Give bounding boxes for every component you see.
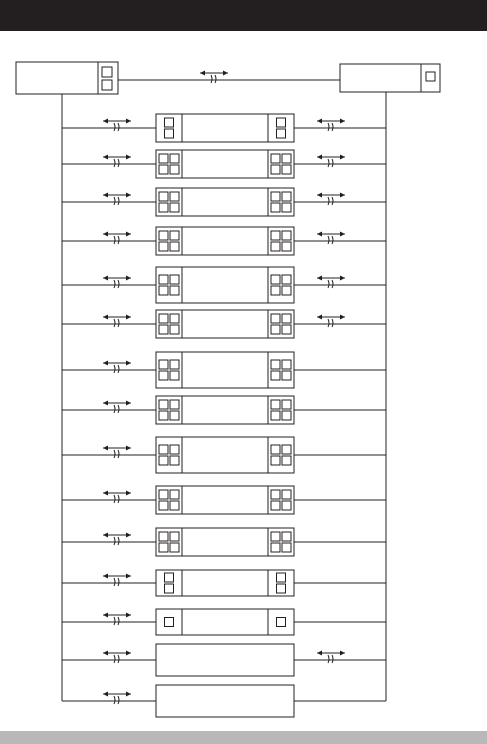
break-marker-icon [215, 75, 216, 83]
arrowhead-left-icon [317, 193, 322, 198]
left-link-symbol [103, 276, 131, 289]
port-icon [165, 584, 174, 593]
arrowhead-right-icon [126, 276, 131, 281]
break-marker-icon [114, 159, 115, 167]
port-icon [282, 203, 291, 212]
port-icon [282, 154, 291, 163]
device-row [62, 570, 386, 596]
right-link-symbol [317, 651, 345, 664]
port-icon [159, 314, 168, 323]
left-link-symbol [103, 232, 131, 245]
arrowhead-right-icon [340, 651, 345, 656]
arrowhead-right-icon [340, 193, 345, 198]
port-icon [159, 154, 168, 163]
footer-bar [0, 731, 487, 744]
port-icon [165, 118, 174, 127]
port-icon [165, 573, 174, 582]
port-icon [271, 165, 280, 174]
arrowhead-left-icon [103, 446, 108, 451]
port-icon [170, 400, 179, 409]
right-port-panel [268, 609, 294, 635]
port-icon [271, 543, 280, 552]
break-marker-icon [118, 537, 119, 545]
port-icon [170, 242, 179, 251]
port-icon [271, 532, 280, 541]
break-marker-icon [332, 159, 333, 167]
right-link-symbol [317, 193, 345, 206]
port-icon [159, 231, 168, 240]
break-marker-icon [118, 405, 119, 413]
port-icon [271, 360, 280, 369]
arrowhead-right-icon [223, 71, 228, 76]
arrowhead-left-icon [317, 276, 322, 281]
left-link-symbol [103, 193, 131, 206]
break-marker-icon [118, 578, 119, 586]
port-icon [282, 501, 291, 510]
left-link-symbol [103, 574, 131, 587]
port-icon [170, 286, 179, 295]
break-marker-icon [328, 236, 329, 244]
right-link-symbol [317, 232, 345, 245]
device-row [62, 486, 386, 514]
port-icon [271, 501, 280, 510]
right-link-symbol [317, 276, 345, 289]
port-icon [170, 203, 179, 212]
port-icon [170, 231, 179, 240]
left-port-panel [156, 114, 182, 142]
arrowhead-left-icon [103, 232, 108, 237]
arrowhead-right-icon [340, 119, 345, 124]
right-link-symbol [317, 155, 345, 168]
port-icon [277, 129, 286, 138]
port-icon [271, 275, 280, 284]
left-port-panel [156, 570, 182, 596]
arrowhead-right-icon [340, 232, 345, 237]
main-unit-right [340, 64, 440, 92]
device-box [156, 644, 294, 676]
arrowhead-left-icon [317, 155, 322, 160]
arrowhead-right-icon [126, 193, 131, 198]
arrowhead-right-icon [126, 232, 131, 237]
port-icon [159, 490, 168, 499]
arrowhead-right-icon [126, 491, 131, 496]
arrowhead-left-icon [103, 491, 108, 496]
arrowhead-right-icon [126, 446, 131, 451]
port-icon [426, 72, 435, 81]
port-icon [102, 67, 112, 77]
break-marker-icon [328, 319, 329, 327]
port-icon [271, 242, 280, 251]
port-icon [159, 501, 168, 510]
right-port-panel [268, 267, 294, 303]
break-marker-icon [118, 280, 119, 288]
left-link-symbol [103, 119, 131, 132]
port-icon [170, 275, 179, 284]
left-link-symbol [103, 155, 131, 168]
port-icon [159, 203, 168, 212]
arrowhead-left-icon [317, 651, 322, 656]
port-icon [159, 445, 168, 454]
right-port-panel [268, 310, 294, 338]
break-marker-icon [118, 450, 119, 458]
right-link-symbol [317, 119, 345, 132]
port-icon [170, 501, 179, 510]
break-marker-icon [332, 236, 333, 244]
right-port-panel [268, 114, 294, 142]
device-row [62, 310, 386, 338]
right-port-panel [268, 227, 294, 255]
arrowhead-right-icon [126, 613, 131, 618]
left-port-panel [156, 267, 182, 303]
port-icon [170, 543, 179, 552]
port-icon [282, 360, 291, 369]
break-marker-icon [118, 159, 119, 167]
right-port-panel [268, 188, 294, 216]
right-port-panel [268, 352, 294, 388]
device-row [62, 644, 386, 676]
port-icon [282, 325, 291, 334]
break-marker-icon [332, 123, 333, 131]
port-icon [159, 165, 168, 174]
port-icon [271, 371, 280, 380]
break-marker-icon [114, 537, 115, 545]
port-icon [159, 411, 168, 420]
port-icon [282, 490, 291, 499]
port-icon [165, 129, 174, 138]
port-icon [277, 118, 286, 127]
left-link-symbol [103, 315, 131, 328]
port-icon [170, 360, 179, 369]
port-icon [271, 231, 280, 240]
right-port-panel [268, 528, 294, 556]
port-icon [282, 275, 291, 284]
break-marker-icon [118, 617, 119, 625]
left-port-panel [156, 310, 182, 338]
break-marker-icon [118, 197, 119, 205]
arrowhead-left-icon [103, 193, 108, 198]
break-marker-icon [332, 655, 333, 663]
break-marker-icon [118, 123, 119, 131]
port-icon [102, 80, 112, 90]
arrowhead-left-icon [103, 401, 108, 406]
device-row [62, 227, 386, 255]
arrowhead-right-icon [126, 155, 131, 160]
port-icon [170, 154, 179, 163]
break-marker-icon [114, 578, 115, 586]
port-icon [271, 325, 280, 334]
arrowhead-left-icon [317, 119, 322, 124]
port-icon [159, 275, 168, 284]
break-marker-icon [328, 159, 329, 167]
port-icon [159, 360, 168, 369]
break-marker-icon [114, 197, 115, 205]
trunk-link-symbol [200, 71, 228, 84]
port-icon [170, 490, 179, 499]
arrowhead-left-icon [103, 651, 108, 656]
device-row [62, 188, 386, 216]
right-port-panel [268, 396, 294, 424]
port-panel [156, 267, 182, 303]
port-icon [282, 543, 291, 552]
break-marker-icon [118, 319, 119, 327]
left-link-symbol [103, 361, 131, 374]
port-icon [159, 325, 168, 334]
device-row [62, 267, 386, 303]
port-icon [159, 543, 168, 552]
port-icon [277, 618, 286, 627]
port-icon [271, 314, 280, 323]
left-link-symbol [103, 692, 131, 705]
port-icon [159, 400, 168, 409]
port-icon [271, 490, 280, 499]
arrowhead-left-icon [103, 533, 108, 538]
port-icon [159, 456, 168, 465]
arrowhead-left-icon [200, 71, 205, 76]
break-marker-icon [114, 365, 115, 373]
port-icon [170, 411, 179, 420]
break-marker-icon [114, 696, 115, 704]
port-icon [271, 286, 280, 295]
break-marker-icon [118, 236, 119, 244]
port-icon [170, 445, 179, 454]
arrowhead-right-icon [126, 119, 131, 124]
arrowhead-left-icon [103, 574, 108, 579]
left-link-symbol [103, 533, 131, 546]
arrowhead-right-icon [340, 155, 345, 160]
arrowhead-left-icon [317, 232, 322, 237]
port-icon [159, 532, 168, 541]
break-marker-icon [114, 405, 115, 413]
left-port-panel [156, 528, 182, 556]
port-icon [282, 411, 291, 420]
left-port-panel [156, 352, 182, 388]
device-row [62, 528, 386, 556]
port-icon [282, 231, 291, 240]
port-icon [159, 192, 168, 201]
port-icon [277, 573, 286, 582]
port-icon [170, 456, 179, 465]
arrowhead-left-icon [103, 692, 108, 697]
right-port-panel [268, 570, 294, 596]
break-marker-icon [118, 696, 119, 704]
right-port-panel [268, 437, 294, 473]
arrowhead-right-icon [126, 401, 131, 406]
right-port-panel [268, 486, 294, 514]
port-panel [268, 352, 294, 388]
device-row [62, 352, 386, 388]
break-marker-icon [114, 495, 115, 503]
port-icon [271, 456, 280, 465]
left-port-panel [156, 188, 182, 216]
left-port-panel [156, 396, 182, 424]
port-icon [282, 192, 291, 201]
port-icon [159, 371, 168, 380]
port-icon [282, 445, 291, 454]
left-port-panel [156, 227, 182, 255]
arrowhead-right-icon [126, 574, 131, 579]
arrowhead-left-icon [103, 613, 108, 618]
port-icon [170, 314, 179, 323]
port-icon [170, 192, 179, 201]
arrowhead-left-icon [103, 315, 108, 320]
port-icon [282, 286, 291, 295]
device-row [62, 396, 386, 424]
port-icon [271, 203, 280, 212]
device-row [62, 609, 386, 635]
port-icon [271, 154, 280, 163]
arrowhead-left-icon [103, 276, 108, 281]
port-icon [277, 584, 286, 593]
port-icon [271, 192, 280, 201]
port-panel [268, 267, 294, 303]
port-panel [156, 352, 182, 388]
break-marker-icon [114, 617, 115, 625]
left-port-panel [156, 150, 182, 178]
port-icon [282, 165, 291, 174]
arrowhead-left-icon [103, 119, 108, 124]
left-link-symbol [103, 446, 131, 459]
break-marker-icon [118, 655, 119, 663]
break-marker-icon [328, 280, 329, 288]
arrowhead-left-icon [103, 361, 108, 366]
port-icon [282, 314, 291, 323]
break-marker-icon [328, 123, 329, 131]
arrowhead-right-icon [126, 692, 131, 697]
port-icon [165, 618, 174, 627]
left-link-symbol [103, 491, 131, 504]
break-marker-icon [114, 123, 115, 131]
port-icon [170, 532, 179, 541]
port-icon [170, 325, 179, 334]
right-port-panel [268, 150, 294, 178]
device-row [62, 114, 386, 142]
left-link-symbol [103, 613, 131, 626]
break-marker-icon [118, 365, 119, 373]
break-marker-icon [332, 319, 333, 327]
left-port-panel [156, 609, 182, 635]
port-icon [282, 400, 291, 409]
port-icon [271, 445, 280, 454]
arrowhead-right-icon [126, 651, 131, 656]
left-link-symbol [103, 401, 131, 414]
break-marker-icon [332, 280, 333, 288]
port-icon [282, 456, 291, 465]
break-marker-icon [114, 319, 115, 327]
break-marker-icon [114, 655, 115, 663]
device-row [62, 437, 386, 473]
port-icon [159, 242, 168, 251]
port-panel [268, 437, 294, 473]
break-marker-icon [328, 655, 329, 663]
port-icon [282, 242, 291, 251]
break-marker-icon [114, 450, 115, 458]
break-marker-icon [114, 236, 115, 244]
arrowhead-right-icon [340, 276, 345, 281]
left-port-panel [156, 486, 182, 514]
device-row [62, 150, 386, 178]
arrowhead-right-icon [126, 315, 131, 320]
device-row [62, 685, 386, 717]
arrowhead-right-icon [340, 315, 345, 320]
left-port-panel [156, 437, 182, 473]
break-marker-icon [118, 495, 119, 503]
break-marker-icon [114, 280, 115, 288]
break-marker-icon [211, 75, 212, 83]
port-icon [282, 532, 291, 541]
right-link-symbol [317, 315, 345, 328]
break-marker-icon [328, 197, 329, 205]
port-icon [271, 400, 280, 409]
port-panel [156, 437, 182, 473]
arrowhead-left-icon [103, 155, 108, 160]
arrowhead-right-icon [126, 533, 131, 538]
port-icon [170, 371, 179, 380]
left-link-symbol [103, 651, 131, 664]
port-icon [159, 286, 168, 295]
port-icon [282, 371, 291, 380]
port-icon [170, 165, 179, 174]
device-box [156, 685, 294, 717]
arrowhead-right-icon [126, 361, 131, 366]
break-marker-icon [332, 197, 333, 205]
arrowhead-left-icon [317, 315, 322, 320]
port-icon [271, 411, 280, 420]
